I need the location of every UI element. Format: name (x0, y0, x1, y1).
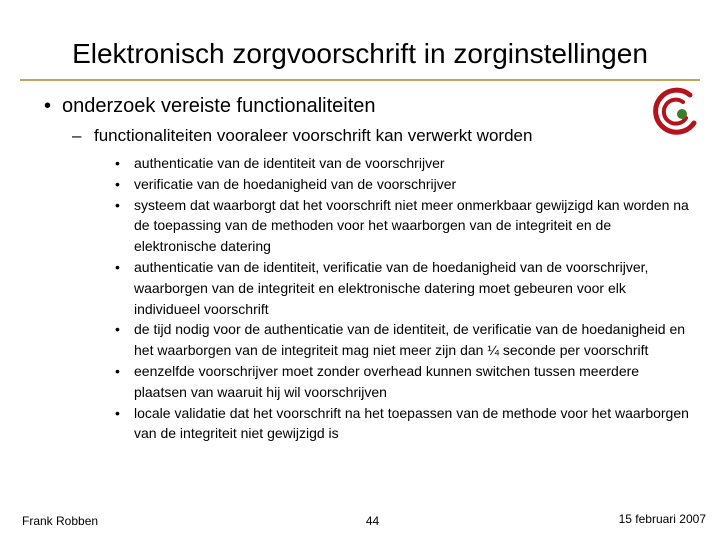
bullet-icon: • (115, 404, 120, 421)
list-item-text: verificatie van de hoedanigheid van de voorschrijver (134, 175, 457, 192)
requirements-list (112, 153, 692, 444)
list-item (112, 319, 692, 361)
list-item (112, 153, 692, 174)
footer-page-number: 44 (365, 514, 380, 528)
list-item (112, 361, 692, 403)
bullet-icon: • (115, 196, 120, 213)
list-item-text: authenticatie van de identiteit van de voorschrijver (134, 155, 445, 171)
level1-bullet-item (30, 94, 376, 118)
list-item-text: de tijd nodig voor de authenticatie van de identiteit, de verificatie van de hoedanigheid en het waarborgen van de integriteit mag niet meer zijn dan ¼ seconde per voorschrift (134, 321, 686, 359)
level2-text: functionaliteiten vooraleer voorschrift kan verwerkt worden (94, 126, 533, 145)
slide-title: Elektronisch zorgvoorschrift in zorginstellingen (72, 38, 648, 69)
list-item-text: systeem dat waarborgt dat het voorschrift niet meer onmerkbaar gewijzigd kan worden na de toepassing van de methoden voor het waarborgen van de integriteit en de elektronische datering (134, 196, 689, 255)
bullet-icon: • (115, 175, 120, 192)
dash-icon: – (72, 126, 82, 145)
crossroads-bank-logo-icon (650, 86, 700, 136)
footer-date: 15 februari 2007 (618, 512, 706, 526)
list-item (112, 257, 692, 319)
bullet-icon: • (115, 258, 120, 275)
bullet-icon: • (115, 155, 120, 171)
bullet-icon: • (115, 362, 120, 379)
list-item-text: eenzelfde voorschrijver moet zonder overhead kunnen switchen tussen meerdere plaatsen van waaruit hij wil voorschrijven (134, 362, 640, 400)
list-item (112, 403, 692, 445)
level1-text: onderzoek vereiste functionaliteiten (62, 95, 376, 117)
list-item-text: locale validatie dat het voorschrift na het toepassen van de methode voor het waarborgen van de integriteit niet gewijzigd is (134, 404, 689, 442)
bullet-icon: • (115, 321, 120, 338)
footer-author: Frank Robben (22, 514, 99, 528)
bullet-icon: • (44, 95, 52, 117)
level2-bullet-item (72, 125, 532, 147)
list-item (112, 174, 692, 195)
title-divider (20, 79, 700, 81)
list-item (112, 195, 692, 257)
list-item-text: authenticatie van de identiteit, verificatie van de hoedanigheid van de voorschrijver, waarborgen van de integriteit en elektronische datering moet gebeuren voor elk individueel voorschrift (134, 258, 649, 317)
